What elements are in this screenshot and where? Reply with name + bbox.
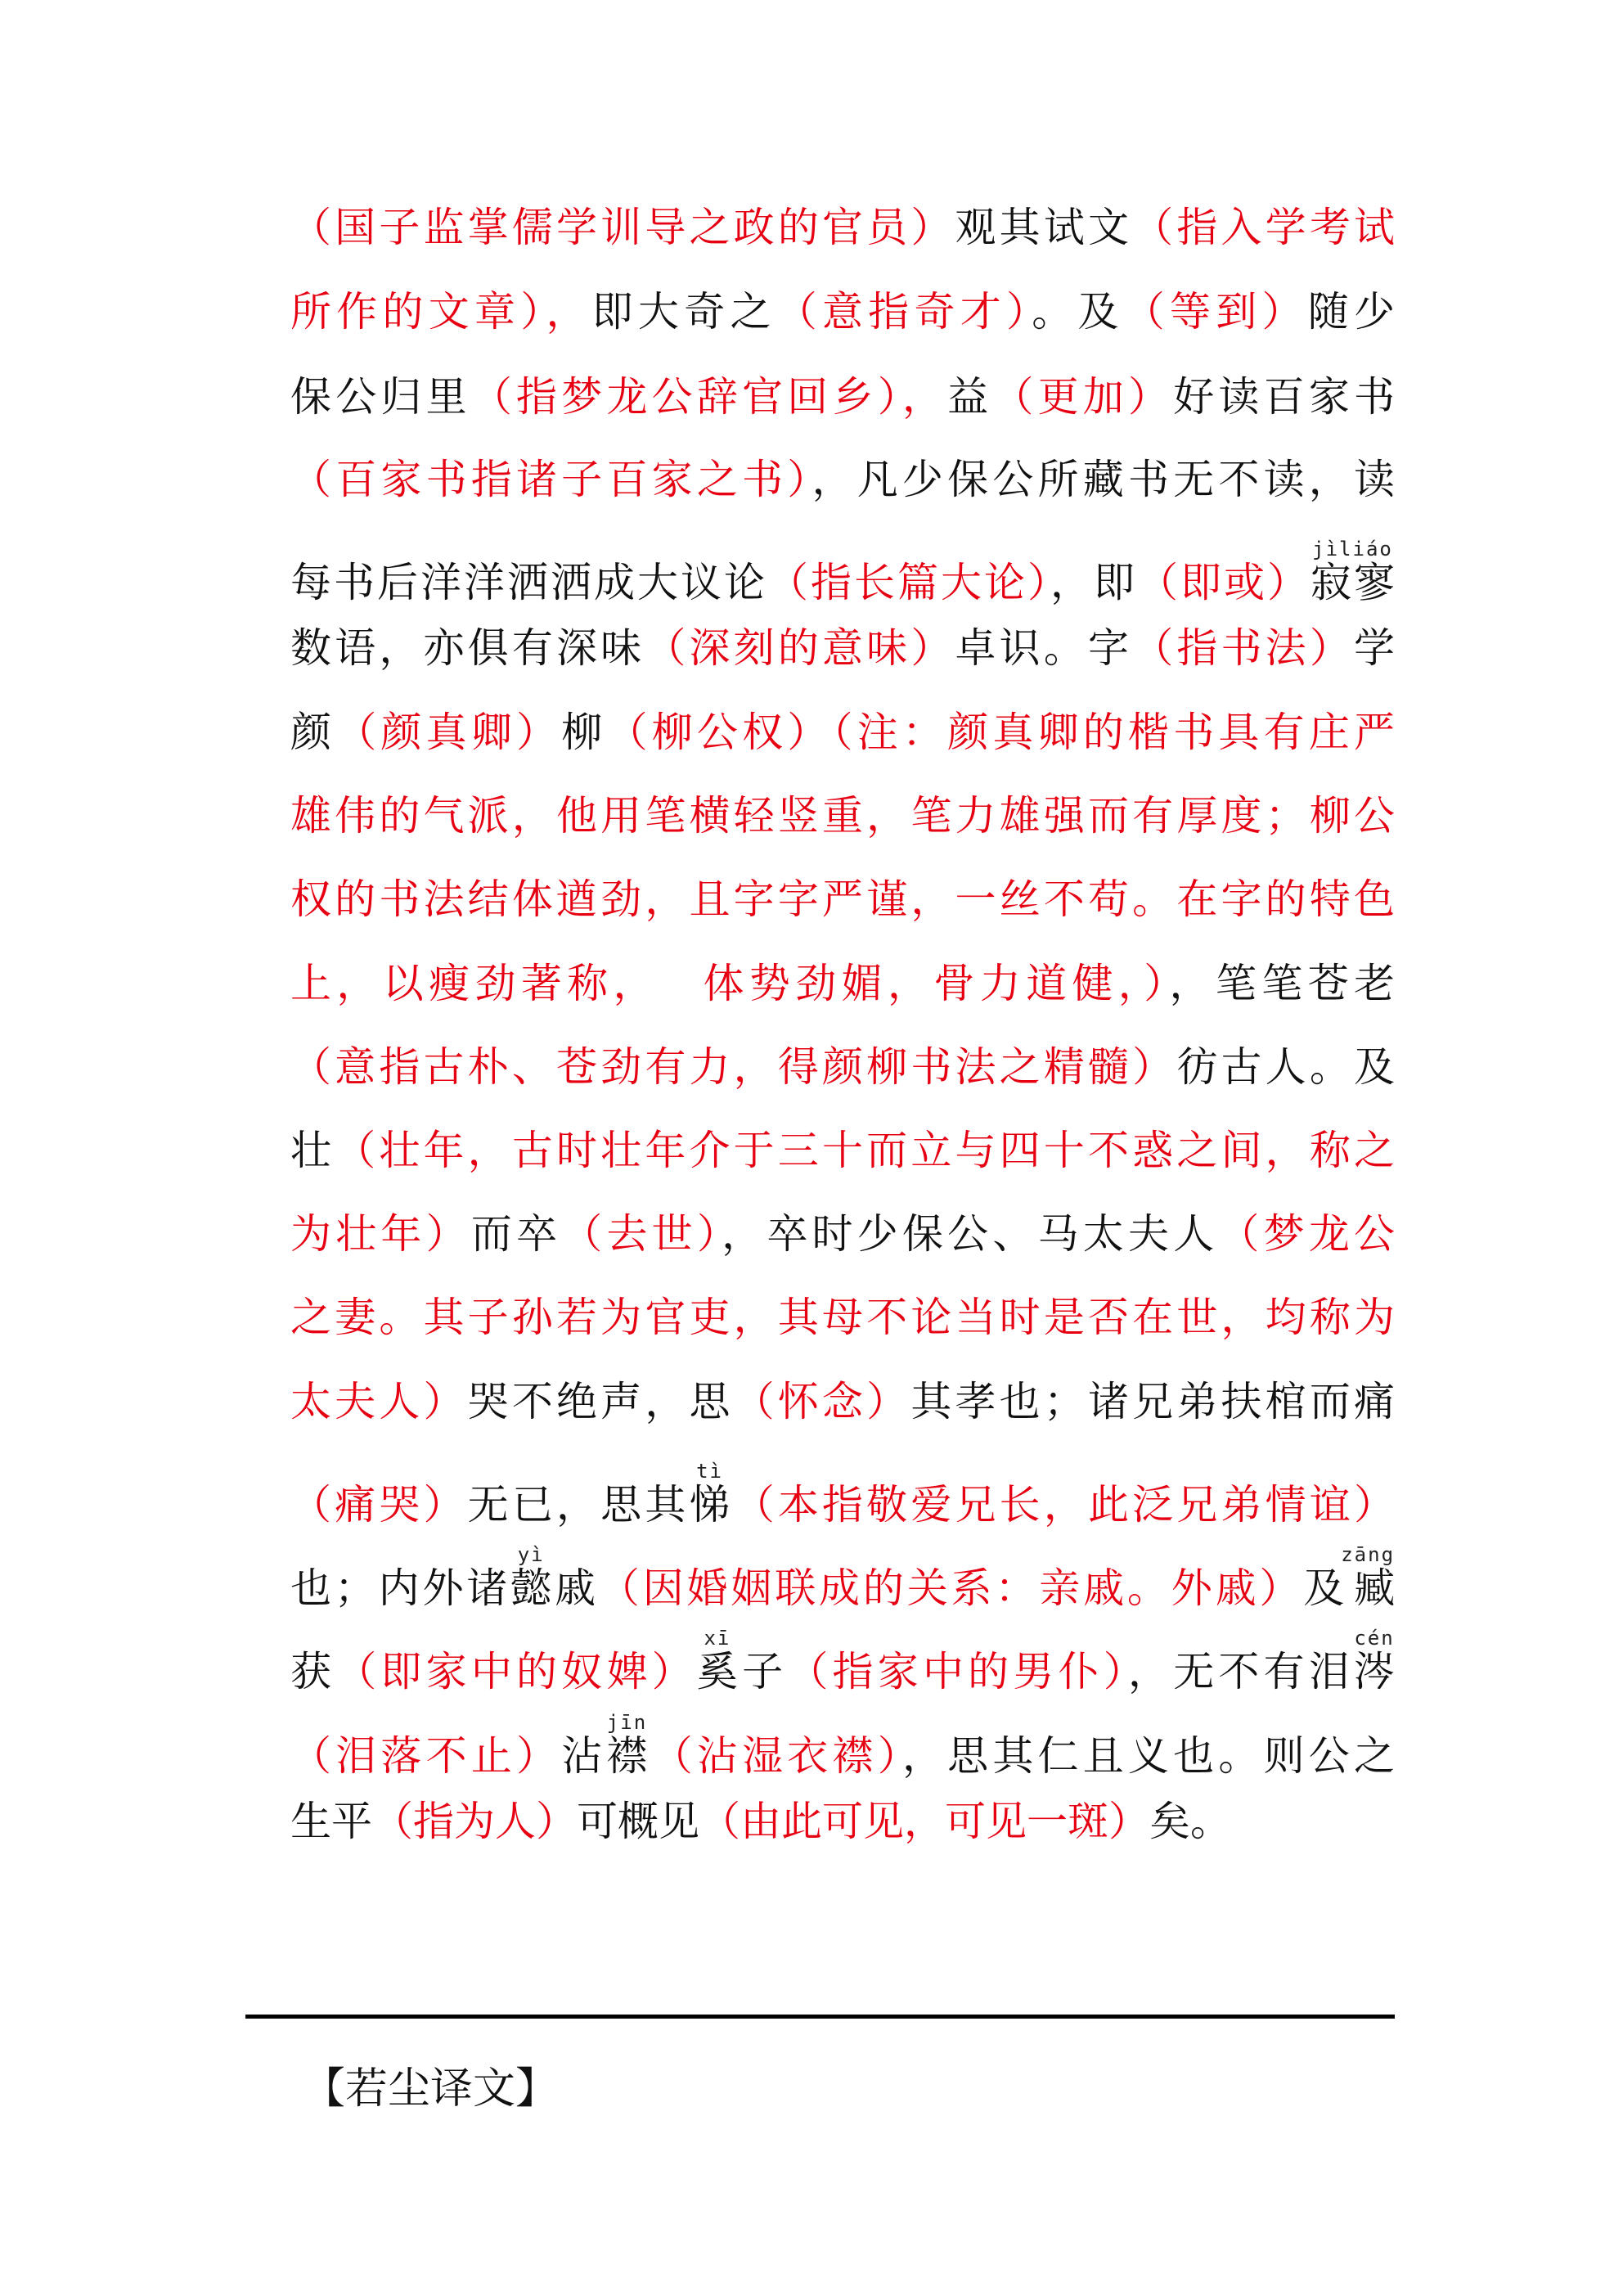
annotation-text: 为壮年） [290,1210,471,1258]
annotation-text: （指为人） [372,1798,577,1845]
original-text: 壮 [290,1127,335,1174]
annotation-text: 权的书法结体遒劲，且字字严谨，一丝不苟。在字的特色 [290,876,1395,923]
text-line [290,959,1395,1008]
annotated-characters: 襟 [606,1732,652,1780]
original-text: 即大奇之 [591,288,776,335]
annotation-text: （指家中的男仆） [787,1648,1128,1695]
original-text: 随少 [1307,288,1395,335]
original-text: 可概见 [577,1798,699,1845]
text-line [290,1042,1395,1092]
text-line [290,540,1395,607]
text-line [290,372,1395,421]
annotated-characters: 懿 [510,1564,555,1612]
pinyin-annotated-word [510,1543,555,1612]
annotation-text: 太夫人） [290,1378,468,1425]
original-text: 。及 [1032,288,1124,335]
annotation-text: （百家书指诸子百家之书） [290,456,812,503]
original-text: 颜 [290,709,336,756]
text-line [290,1462,1395,1529]
annotation-text: （深刻的意味） [645,624,955,672]
annotation-text: （指入学考试 [1132,204,1396,251]
original-text: 戚 [555,1564,599,1612]
pinyin-reading: cén [1354,1627,1396,1650]
annotation-text: （壮年，古时壮年介于三十而立与四十不惑之间，称之 [335,1127,1396,1174]
text-line [290,1629,1395,1696]
pinyin-annotated-word [606,1711,652,1780]
pinyin-reading: yì [510,1543,552,1566]
annotation-text: （意指古朴、苍劲有力，得颜柳书法之精髓） [290,1043,1177,1091]
pinyin-annotated-word [1311,538,1395,606]
text-line [290,287,1395,336]
annotation-text: （由此可见，可见一斑） [699,1798,1149,1845]
text-line [290,203,1395,252]
text-line [290,1377,1395,1426]
text-line [290,1209,1395,1258]
pinyin-reading: jìliáo [1311,538,1395,560]
annotation-text: （本指敬爱兄长，此泛兄弟情谊） [733,1481,1396,1528]
original-text: 每书后洋洋洒洒成大议论 [290,559,767,606]
translation-heading: 【若尘译文】 [303,2064,559,2114]
original-text: 矣。 [1149,1798,1231,1845]
original-text: 而卒 [470,1210,562,1258]
pinyin-reading: zāng [1341,1543,1396,1566]
annotation-text: （柳公权）（注：颜真卿的楷书具有庄严 [606,709,1396,756]
annotation-text: 所作的文章）， [290,288,592,335]
annotation-text: （沾湿衣襟） [651,1732,902,1780]
pinyin-annotated-word [696,1627,743,1695]
annotation-text: （因婚姻联成的关系：亲戚。外戚） [598,1564,1304,1612]
text-line [290,791,1395,840]
annotation-text: （去世） [561,1210,722,1258]
annotation-text: 之妻。其子孙若为官吏，其母不论当时是否在世，均称为 [290,1294,1395,1341]
original-text: 益 [947,373,993,421]
annotation-text: （即家中的奴婢） [335,1648,697,1695]
text-line [290,1126,1395,1175]
original-text: 沾 [561,1732,607,1780]
text-line [290,1713,1395,1781]
annotation-text: （指书法） [1132,624,1355,672]
original-text: 哭不绝声，思 [467,1378,734,1425]
annotation-text: （痛哭） [290,1481,468,1528]
original-text: 数语，亦俱有深味 [290,624,645,672]
text-line [290,875,1395,924]
annotation-text: （指梦龙公辞官回乡）， [470,373,948,421]
pinyin-annotated-word [689,1460,734,1528]
original-text: 观其试文 [955,204,1133,251]
pinyin-reading: xī [696,1627,738,1650]
original-text: 获 [290,1648,336,1695]
pinyin-reading: jīn [606,1711,648,1734]
original-text: ，卒时少保公、马太夫人 [722,1210,1219,1258]
text-line [290,624,1395,673]
annotated-characters: 寂寥 [1311,559,1395,606]
text-line [290,708,1395,757]
annotation-text: （怀念） [733,1378,911,1425]
annotation-text: （泪落不止） [290,1732,562,1780]
original-text: 卓识。字 [955,624,1133,672]
original-text: 学 [1354,624,1396,672]
original-text: 保公归里 [290,373,471,421]
annotation-text: （即或） [1137,559,1311,606]
text-line [290,1543,1396,1613]
original-text: ，即 [1050,559,1137,606]
annotated-characters: 臧 [1341,1564,1396,1612]
original-text: ，凡少保公所藏书无不读，读 [812,456,1395,503]
annotation-text: （颜真卿） [335,709,562,756]
annotation-text: 上，以瘦劲著称， 体势劲媚，骨力道健，） [290,960,1170,1007]
pinyin-annotated-word [1341,1543,1396,1612]
original-text: 子 [742,1648,788,1695]
annotation-text: （更加） [992,373,1174,421]
original-text: 柳 [561,709,607,756]
annotation-text: （意指奇才） [776,288,1032,335]
original-text: 好读百家书 [1173,373,1396,421]
original-text: ，笔笔苍老 [1169,960,1395,1007]
original-text: 无已，思其 [467,1481,690,1528]
text-line [290,1797,1395,1846]
original-text: ，无不有泪 [1128,1648,1355,1695]
original-text: 及 [1303,1564,1348,1612]
text-line [290,455,1395,504]
annotation-text: （指长篇大论） [767,559,1050,606]
annotated-characters: 悌 [689,1481,734,1528]
text-line [290,1293,1395,1342]
original-text: ，思其仁且义也。则公之 [901,1732,1396,1780]
section-divider [245,2015,1395,2019]
annotation-text: （等到） [1123,288,1308,335]
annotation-text: 雄伟的气派，他用笔横轻竖重，笔力雄强而有厚度；柳公 [290,792,1395,840]
annotated-characters: 奚 [696,1648,743,1695]
pinyin-reading: tì [689,1460,731,1483]
original-text: 其孝也；诸兄弟扶棺而痛 [910,1378,1396,1425]
original-text: 也；内外诸 [290,1564,511,1612]
annotation-text: （梦龙公 [1218,1210,1396,1258]
annotation-text: （国子监掌儒学训导之政的官员） [290,204,955,251]
original-text: 生平 [290,1798,372,1845]
original-text: 彷古人。及 [1176,1043,1396,1091]
annotated-characters: 涔 [1354,1648,1396,1695]
pinyin-annotated-word [1354,1627,1396,1695]
